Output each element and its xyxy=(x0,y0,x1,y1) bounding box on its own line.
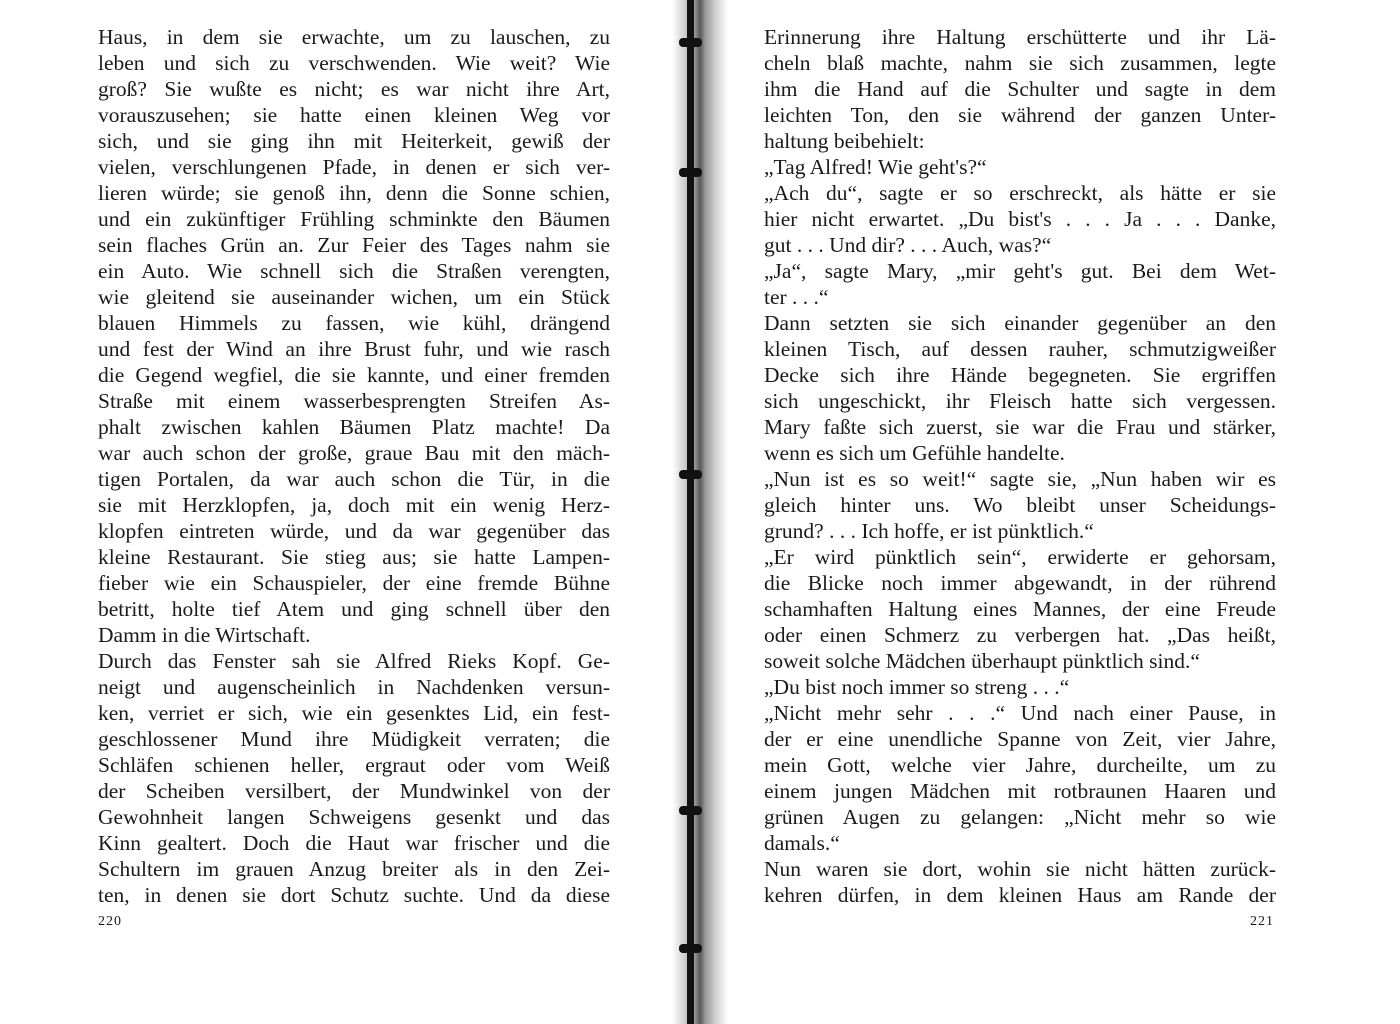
book-gutter xyxy=(672,0,728,1024)
text-line: Dann setzten sie sich einander gegenüber an den xyxy=(764,311,1276,335)
text-line: „Nicht mehr sehr . . .“ Und nach einer Pause, in xyxy=(764,701,1276,725)
text-line: vorauszusehen; sie hatte einen kleinen Weg vor xyxy=(98,103,610,127)
book-spine xyxy=(687,0,694,1024)
text-line: die Blicke noch immer abgewandt, in der rührend xyxy=(764,571,1276,595)
text-line: „Ach du“, sagte er so erschreckt, als hätte er sie xyxy=(764,181,1276,205)
page-number-right: 221 xyxy=(1250,914,1274,929)
left-page-text xyxy=(98,24,610,908)
text-line: Durch das Fenster sah sie Alfred Rieks Kopf. Ge- xyxy=(98,649,610,673)
text-line: kleinen Tisch, auf dessen rauher, schmutzigweißer xyxy=(764,337,1276,361)
text-line: Damm in die Wirtschaft. xyxy=(98,623,311,647)
text-line: klopfen eintreten würde, und da war gegenüber das xyxy=(98,519,610,543)
text-line: tigen Portalen, da war auch schon die Tür, in die xyxy=(98,467,610,491)
text-line: Schultern im grauen Anzug breiter als in den Zei- xyxy=(98,857,610,881)
text-line: der er eine unendliche Spanne von Zeit, vier Jahre, xyxy=(764,727,1276,751)
binding-mark xyxy=(679,470,702,479)
text-line: sein flaches Grün an. Zur Feier des Tages nahm sie xyxy=(98,233,610,257)
left-page xyxy=(0,0,672,1024)
text-line: war auch schon der große, graue Bau mit den mäch- xyxy=(98,441,610,465)
text-line: mein Gott, welche vier Jahre, durcheilte, um zu xyxy=(764,753,1276,777)
binding-mark xyxy=(679,38,702,47)
binding-mark xyxy=(679,168,702,177)
text-line: ten, in denen sie dort Schutz suchte. Und da diese xyxy=(98,883,610,907)
text-line: gleich hinter uns. Wo bleibt unser Scheidungs- xyxy=(764,493,1276,517)
text-line: sie mit Herzklopfen, ja, doch mit ein wenig Herz- xyxy=(98,493,610,517)
text-line: ein Auto. Wie schnell sich die Straßen verengten, xyxy=(98,259,610,283)
text-line: die Gegend wegfiel, die sie kannte, und einer fremden xyxy=(98,363,610,387)
text-line: schamhaften Haltung eines Mannes, der eine Freude xyxy=(764,597,1276,621)
text-line: leben und sich zu verschwenden. Wie weit? Wie xyxy=(98,51,610,75)
text-line: „Ja“, sagte Mary, „mir geht's gut. Bei dem Wet- xyxy=(764,259,1276,283)
text-line: blauen Himmels zu fassen, wie kühl, drängend xyxy=(98,311,610,335)
binding-mark xyxy=(679,806,702,815)
text-line: der Scheiben versilbert, der Mundwinkel von der xyxy=(98,779,610,803)
text-line: sich, und sie ging ihn mit Heiterkeit, gewiß der xyxy=(98,129,610,153)
text-line: leichten Ton, den sie während der ganzen Unter- xyxy=(764,103,1276,127)
right-page xyxy=(728,0,1400,1024)
text-line: grünen Augen zu gelangen: „Nicht mehr so wie xyxy=(764,805,1276,829)
text-line: cheln blaß machte, nahm sie sich zusammen, legte xyxy=(764,51,1276,75)
page-number-left: 220 xyxy=(98,914,122,929)
text-line: „Tag Alfred! Wie geht's?“ xyxy=(764,155,987,179)
text-line: oder einen Schmerz zu verbergen hat. „Das heißt, xyxy=(764,623,1276,647)
text-line: Straße mit einem wasserbesprengten Streifen As- xyxy=(98,389,610,413)
text-line: ihm die Hand auf die Schulter und sagte in dem xyxy=(764,77,1276,101)
text-line: „Nun ist es so weit!“ sagte sie, „Nun haben wir es xyxy=(764,467,1276,491)
right-page-text xyxy=(764,24,1276,908)
text-line: Haus, in dem sie erwachte, um zu lauschen, zu xyxy=(98,25,610,49)
text-line: Erinnerung ihre Haltung erschütterte und ihr Lä- xyxy=(764,25,1276,49)
text-line: kehren dürfen, in dem kleinen Haus am Rande der xyxy=(764,883,1276,907)
text-line: hier nicht erwartet. „Du bist's . . . Ja . . . Danke, xyxy=(764,207,1276,231)
text-line: wie gleitend sie auseinander wichen, um ein Stück xyxy=(98,285,610,309)
binding-mark xyxy=(679,944,702,953)
text-line: ken, verriet er sich, wie ein gesenktes Lid, ein fest- xyxy=(98,701,610,725)
text-line: und ein zukünftiger Frühling schminkte den Bäumen xyxy=(98,207,610,231)
text-line: vielen, verschlungenen Pfade, in denen er sich ver- xyxy=(98,155,610,179)
text-line: einem jungen Mädchen mit rotbraunen Haaren und xyxy=(764,779,1276,803)
text-line: ter . . .“ xyxy=(764,285,829,309)
text-line: grund? . . . Ich hoffe, er ist pünktlich.“ xyxy=(764,519,1094,543)
text-line: geschlossener Mund ihre Müdigkeit verraten; die xyxy=(98,727,610,751)
text-line: kleine Restaurant. Sie stieg aus; sie hatte Lampen- xyxy=(98,545,610,569)
text-line: Kinn gealtert. Doch die Haut war frischer und die xyxy=(98,831,610,855)
text-line: gut . . . Und dir? . . . Auch, was?“ xyxy=(764,233,1052,257)
text-line: phalt zwischen kahlen Bäumen Platz machte! Da xyxy=(98,415,610,439)
text-line: betritt, holte tief Atem und ging schnell über den xyxy=(98,597,610,621)
text-line: und fest der Wind an ihre Brust fuhr, und wie rasch xyxy=(98,337,610,361)
text-line: groß? Sie wußte es nicht; es war nicht ihre Art, xyxy=(98,77,610,101)
text-line: soweit solche Mädchen überhaupt pünktlich sind.“ xyxy=(764,649,1200,673)
text-line: Nun waren sie dort, wohin sie nicht hätten zurück- xyxy=(764,857,1276,881)
text-line: haltung beibehielt: xyxy=(764,129,925,153)
text-line: Decke sich ihre Hände begegneten. Sie ergriffen xyxy=(764,363,1276,387)
text-line: fieber wie ein Schauspieler, der eine fremde Bühne xyxy=(98,571,610,595)
text-line: neigt und augenscheinlich in Nachdenken versun- xyxy=(98,675,610,699)
text-line: lieren würde; sie genoß ihn, denn die Sonne schien, xyxy=(98,181,610,205)
text-line: Gewohnheit langen Schweigens gesenkt und das xyxy=(98,805,610,829)
text-line: sich ungeschickt, ihr Fleisch hatte sich vergessen. xyxy=(764,389,1276,413)
text-line: damals.“ xyxy=(764,831,840,855)
text-line: Mary faßte sich zuerst, sie war die Frau und stärker, xyxy=(764,415,1276,439)
text-line: Schläfen schienen heller, ergraut oder vom Weiß xyxy=(98,753,610,777)
text-line: „Du bist noch immer so streng . . .“ xyxy=(764,675,1070,699)
text-line: „Er wird pünktlich sein“, erwiderte er gehorsam, xyxy=(764,545,1276,569)
text-line: wenn es sich um Gefühle handelte. xyxy=(764,441,1065,465)
